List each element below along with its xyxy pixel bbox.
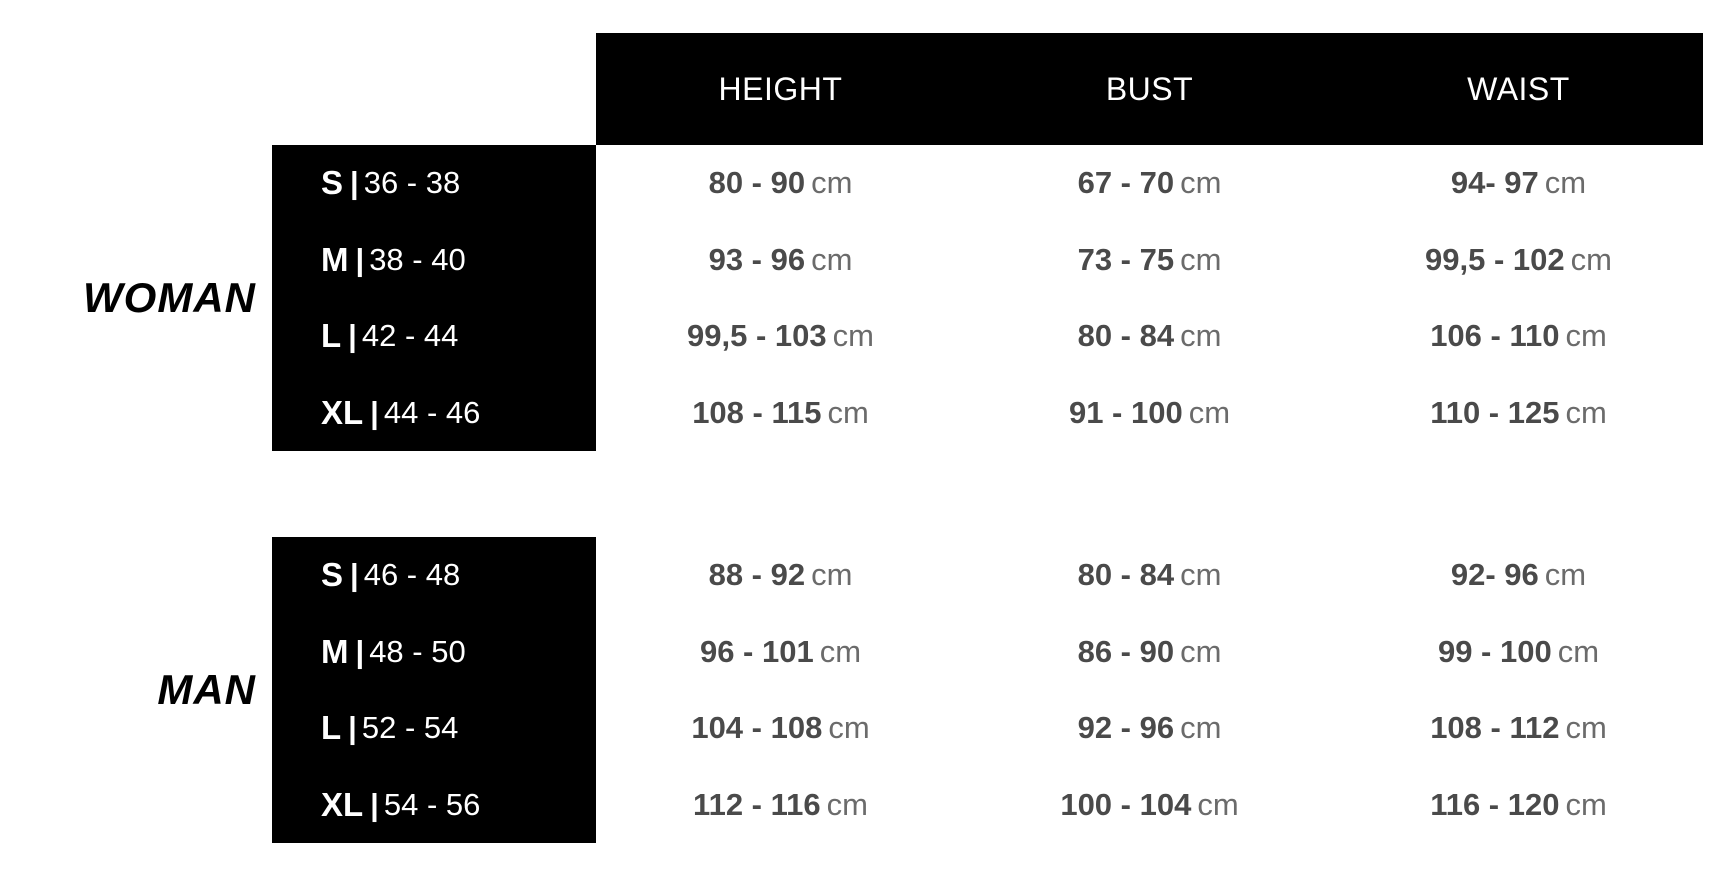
- size-code: S: [321, 164, 344, 202]
- unit: cm: [811, 165, 853, 201]
- size-range: 44 - 46: [383, 394, 481, 430]
- cell-height: [596, 318, 965, 354]
- size-code: S: [321, 556, 344, 594]
- unit: cm: [1565, 710, 1607, 746]
- cell-bust: [965, 787, 1334, 823]
- size-separator: |: [370, 786, 379, 822]
- value: 110 - 125: [1430, 394, 1560, 430]
- table-row: [272, 145, 596, 222]
- cell-bust: [965, 710, 1334, 746]
- value: 116 - 120: [1430, 786, 1560, 822]
- size-column-man: [272, 537, 596, 843]
- unit: cm: [1180, 710, 1222, 746]
- unit: cm: [1180, 557, 1222, 593]
- cell-bust: [965, 242, 1334, 278]
- table-row: [272, 690, 596, 767]
- cell-bust: [965, 395, 1334, 431]
- table-row: [596, 537, 1703, 614]
- size-code: L: [321, 709, 342, 747]
- unit: cm: [1180, 318, 1222, 354]
- table-row: [272, 222, 596, 299]
- unit: cm: [1180, 165, 1222, 201]
- size-range: 48 - 50: [369, 633, 466, 669]
- value: 99,5 - 103: [687, 318, 827, 354]
- column-header-waist: WAIST: [1467, 70, 1570, 107]
- cell-waist: [1334, 242, 1703, 278]
- unit: cm: [832, 318, 874, 354]
- size-code: L: [321, 317, 342, 355]
- size-separator: |: [355, 241, 365, 277]
- value: 94- 97: [1450, 165, 1539, 201]
- table-row: [596, 375, 1703, 452]
- size-range: 52 - 54: [361, 710, 459, 746]
- size-separator: |: [355, 633, 365, 669]
- value: 91 - 100: [1068, 394, 1183, 430]
- section-label-man: MAN: [157, 666, 256, 713]
- column-header-bust: BUST: [1105, 70, 1194, 107]
- table-row: [596, 222, 1703, 299]
- cell-waist: [1334, 787, 1703, 823]
- table-row: [596, 298, 1703, 375]
- size-code: XL: [321, 393, 364, 431]
- value: 92- 96: [1450, 557, 1539, 593]
- cell-height: [596, 710, 965, 746]
- size-code: M: [321, 632, 349, 670]
- table-row: [272, 298, 596, 375]
- cell-height: [596, 634, 965, 670]
- value: 108 - 112: [1430, 710, 1560, 746]
- cell-height: [596, 165, 965, 201]
- cell-bust: [965, 634, 1334, 670]
- unit: cm: [826, 786, 868, 822]
- size-separator: |: [370, 394, 379, 430]
- cell-waist: [1334, 318, 1703, 354]
- unit: cm: [1565, 786, 1607, 822]
- unit: cm: [1188, 394, 1231, 430]
- value: 80 - 90: [708, 165, 806, 201]
- table-row: [596, 145, 1703, 222]
- unit: cm: [1197, 786, 1239, 822]
- unit: cm: [1544, 557, 1587, 593]
- value: 88 - 92: [708, 557, 806, 593]
- size-column-woman: [272, 145, 596, 451]
- value: 80 - 84: [1077, 557, 1175, 593]
- cell-bust: [965, 318, 1334, 354]
- cell-height: [596, 787, 965, 823]
- unit: cm: [1557, 633, 1600, 669]
- cell-waist: [1334, 557, 1703, 593]
- size-range: 46 - 48: [363, 557, 461, 593]
- table-row: [596, 690, 1703, 767]
- table-row: [272, 537, 596, 614]
- table-row: [596, 614, 1703, 691]
- unit: cm: [828, 710, 870, 746]
- size-separator: |: [348, 710, 357, 746]
- cell-bust: [965, 557, 1334, 593]
- value: 108 - 115: [692, 394, 822, 430]
- cell-waist: [1334, 634, 1703, 670]
- size-separator: |: [350, 165, 359, 201]
- value: 92 - 96: [1077, 710, 1175, 746]
- cell-waist: [1334, 395, 1703, 431]
- value: 96 - 101: [699, 633, 814, 669]
- table-row: [272, 375, 596, 452]
- value: 106 - 110: [1430, 318, 1560, 354]
- value: 99 - 100: [1437, 633, 1552, 669]
- unit: cm: [811, 241, 853, 277]
- values-man: [596, 537, 1703, 843]
- size-range: 54 - 56: [383, 786, 481, 822]
- value: 112 - 116: [693, 786, 821, 822]
- table-row: [596, 767, 1703, 844]
- column-header-height: HEIGHT: [718, 70, 843, 107]
- cell-waist: [1334, 165, 1703, 201]
- section-label-woman: WOMAN: [83, 274, 256, 321]
- unit: cm: [1180, 241, 1222, 277]
- value: 99,5 - 102: [1425, 241, 1565, 277]
- size-code: M: [321, 240, 349, 278]
- cell-waist: [1334, 710, 1703, 746]
- size-range: 42 - 44: [361, 318, 459, 354]
- unit: cm: [1544, 165, 1587, 201]
- value: 93 - 96: [708, 241, 806, 277]
- value: 73 - 75: [1077, 241, 1175, 277]
- unit: cm: [1570, 241, 1612, 277]
- size-code: XL: [321, 785, 364, 823]
- table-header-row: [596, 33, 1703, 145]
- value: 100 - 104: [1060, 786, 1192, 822]
- size-separator: |: [350, 557, 359, 593]
- cell-height: [596, 557, 965, 593]
- cell-bust: [965, 165, 1334, 201]
- table-row: [272, 767, 596, 844]
- unit: cm: [1180, 633, 1222, 669]
- unit: cm: [827, 394, 869, 430]
- size-separator: |: [348, 318, 357, 354]
- value: 104 - 108: [691, 710, 823, 746]
- size-range: 38 - 40: [369, 241, 466, 277]
- value: 86 - 90: [1077, 633, 1175, 669]
- cell-height: [596, 242, 965, 278]
- cell-height: [596, 395, 965, 431]
- value: 80 - 84: [1077, 318, 1175, 354]
- unit: cm: [819, 633, 862, 669]
- value: 67 - 70: [1077, 165, 1175, 201]
- size-range: 36 - 38: [363, 165, 461, 201]
- unit: cm: [1565, 394, 1607, 430]
- table-row: [272, 614, 596, 691]
- unit: cm: [1565, 318, 1607, 354]
- values-woman: [596, 145, 1703, 451]
- unit: cm: [811, 557, 853, 593]
